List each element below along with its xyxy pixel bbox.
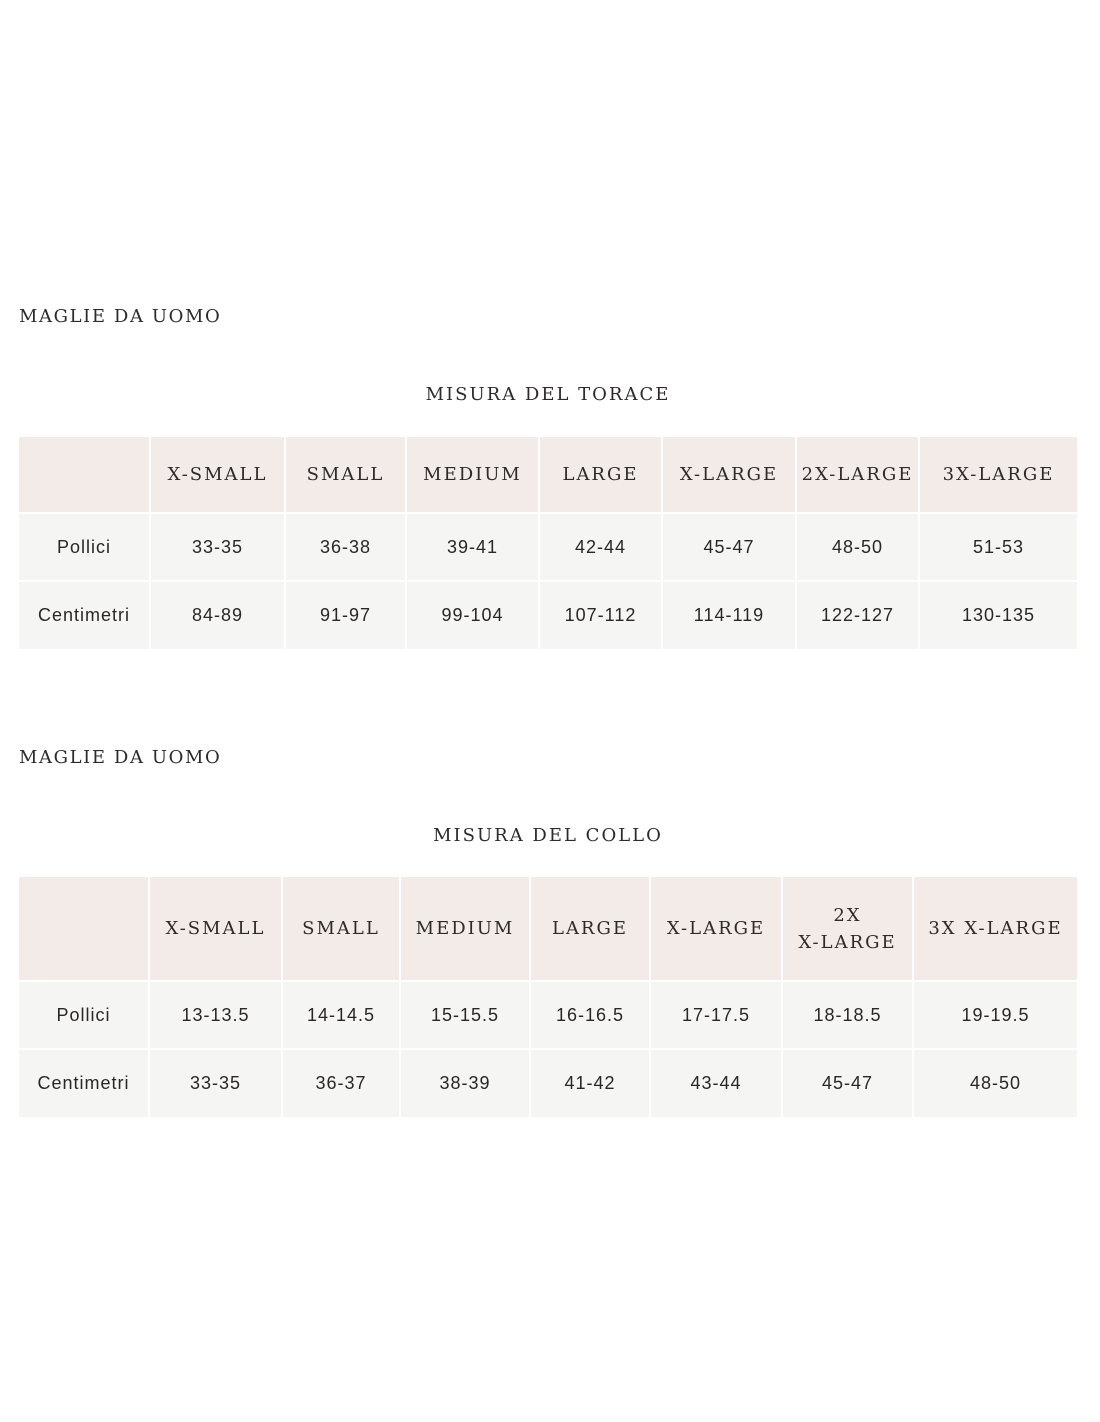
header-cell-x-small: X-SMALL [149,877,282,981]
header-cell-3x-large: 3X-LARGE [919,437,1077,513]
table-cell: 19-19.5 [913,981,1077,1049]
table-cell: 33-35 [149,1049,282,1117]
table-cell: 114-119 [662,581,796,649]
row-label-centimeters: Centimetri [19,581,150,649]
table-row-centimeters [19,1049,1077,1117]
table-cell: 45-47 [662,513,796,581]
header-cell-small: SMALL [282,877,400,981]
table-cell: 33-35 [150,513,285,581]
table-cell: 107-112 [539,581,662,649]
header-cell-large: LARGE [530,877,650,981]
header-cell-large: LARGE [539,437,662,513]
table-cell: 48-50 [796,513,919,581]
table-cell: 39-41 [406,513,539,581]
table-row-inches [19,513,1077,581]
table-header-row [19,437,1077,513]
table-cell: 14-14.5 [282,981,400,1049]
header-cell-2x-large: 2X-LARGE [796,437,919,513]
table-cell: 45-47 [782,1049,913,1117]
table-cell: 122-127 [796,581,919,649]
table-cell: 36-37 [282,1049,400,1117]
table-row-centimeters [19,581,1077,649]
row-label-centimeters: Centimetri [19,1049,149,1117]
table-cell: 16-16.5 [530,981,650,1049]
section-title-neck: MAGLIE DA UOMO [19,747,222,768]
header-cell-empty [19,437,150,513]
table-cell: 17-17.5 [650,981,782,1049]
table-row-inches [19,981,1077,1049]
table-cell: 41-42 [530,1049,650,1117]
header-cell-2x-x-large [782,877,913,981]
table-cell: 42-44 [539,513,662,581]
header-cell-empty [19,877,149,981]
section-title-chest: MAGLIE DA UOMO [19,306,222,327]
table-cell: 43-44 [650,1049,782,1117]
table-cell: 13-13.5 [149,981,282,1049]
table-cell: 84-89 [150,581,285,649]
header-cell-medium: MEDIUM [400,877,530,981]
table-caption-neck: MISURA DEL COLLO [433,825,663,846]
table-cell: 99-104 [406,581,539,649]
neck-size-table [19,877,1077,1117]
header-line: X-LARGE [798,931,897,953]
table-cell: 18-18.5 [782,981,913,1049]
table-cell: 130-135 [919,581,1077,649]
table-cell: 91-97 [285,581,406,649]
table-header-row [19,877,1077,981]
row-label-inches: Pollici [19,981,149,1049]
table-cell: 51-53 [919,513,1077,581]
header-line: 2X [833,904,862,926]
header-cell-x-large: X-LARGE [662,437,796,513]
table-cell: 36-38 [285,513,406,581]
chest-size-table [19,437,1077,649]
header-cell-x-small: X-SMALL [150,437,285,513]
table-cell: 38-39 [400,1049,530,1117]
header-cell-medium: MEDIUM [406,437,539,513]
header-cell-small: SMALL [285,437,406,513]
header-cell-x-large: X-LARGE [650,877,782,981]
header-cell-3x-x-large: 3X X-LARGE [913,877,1077,981]
row-label-inches: Pollici [19,513,150,581]
table-cell: 48-50 [913,1049,1077,1117]
table-cell: 15-15.5 [400,981,530,1049]
table-caption-chest: MISURA DEL TORACE [425,384,671,405]
